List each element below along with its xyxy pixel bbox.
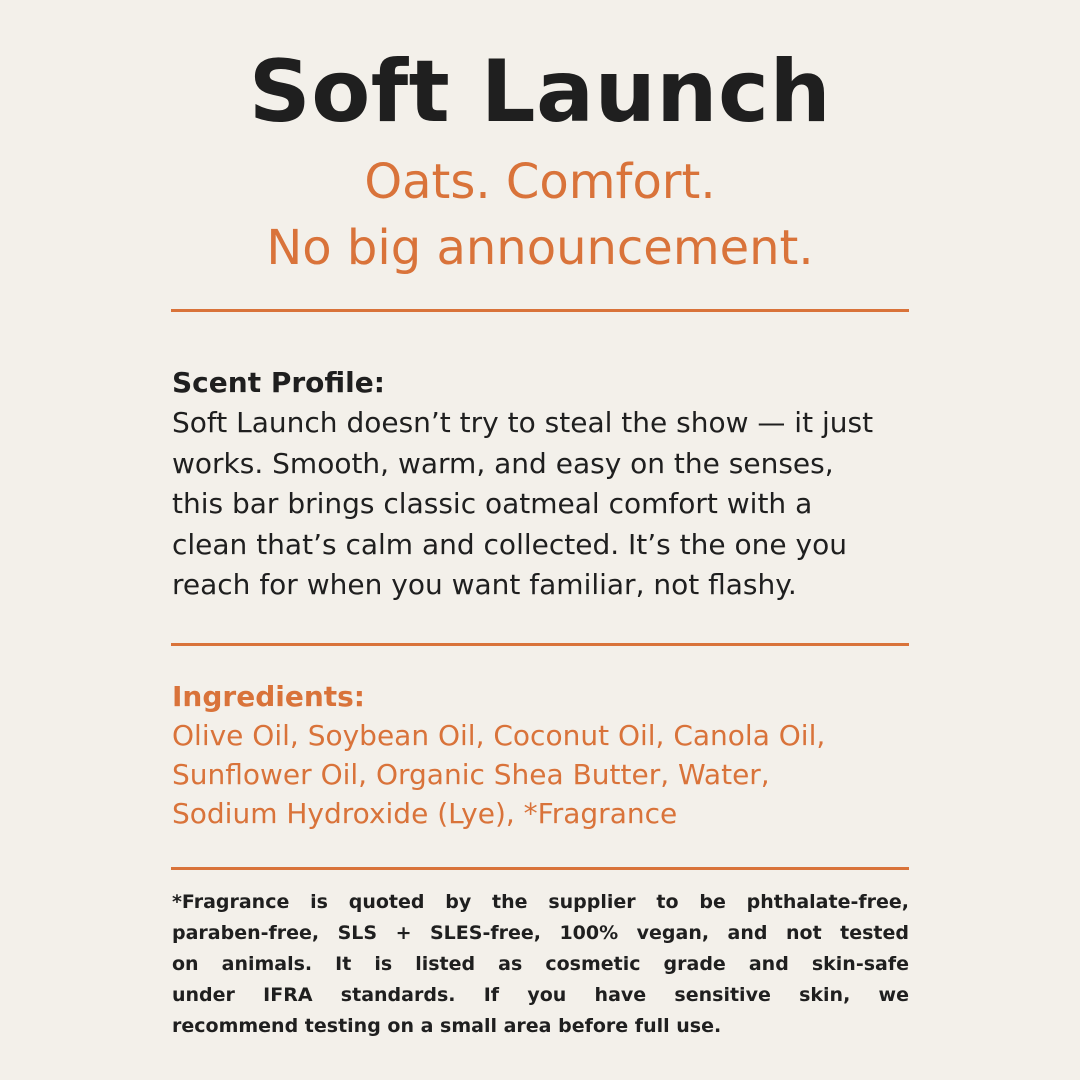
divider-middle <box>171 643 909 646</box>
ingredients-list <box>172 716 912 833</box>
scent-profile-heading: Scent Profile: <box>172 366 385 399</box>
tagline-line-2: No big announcement. <box>266 220 814 276</box>
scent-line: this bar brings classic oatmeal comfort with a <box>172 487 813 520</box>
footnote-line: paraben-free, SLS + SLES-free, 100% vegan, and not tested <box>172 922 909 944</box>
fragrance-footnote <box>172 887 909 1042</box>
product-title: Soft Launch <box>248 42 832 142</box>
scent-line: clean that’s calm and collected. It’s the one you <box>172 527 847 561</box>
ingredients-line: Olive Oil, Soybean Oil, Coconut Oil, Canola Oil, <box>172 719 826 752</box>
scent-line: reach for when you want familiar, not flashy. <box>172 568 797 601</box>
scent-line: works. Smooth, warm, and easy on the senses, <box>172 446 834 480</box>
ingredients-line: Sodium Hydroxide (Lye), *Fragrance <box>172 797 678 830</box>
divider-top <box>171 309 909 312</box>
footnote-line: on animals. It is listed as cosmetic grade and skin-safe <box>172 953 909 975</box>
ingredients-heading: Ingredients: <box>172 680 366 713</box>
tagline-line-1: Oats. Comfort. <box>364 154 716 210</box>
footnote-line: *Fragrance is quoted by the supplier to be phthalate-free, <box>172 891 909 913</box>
scent-profile-description <box>172 403 912 606</box>
ingredients-line: Sunflower Oil, Organic Shea Butter, Water, <box>172 758 770 791</box>
scent-line: Soft Launch doesn’t try to steal the show — it just <box>172 406 874 439</box>
footnote-line: recommend testing on a small area before full use. <box>172 1015 722 1037</box>
footnote-line: under IFRA standards. If you have sensitive skin, we <box>172 984 909 1006</box>
divider-bottom <box>171 867 909 870</box>
